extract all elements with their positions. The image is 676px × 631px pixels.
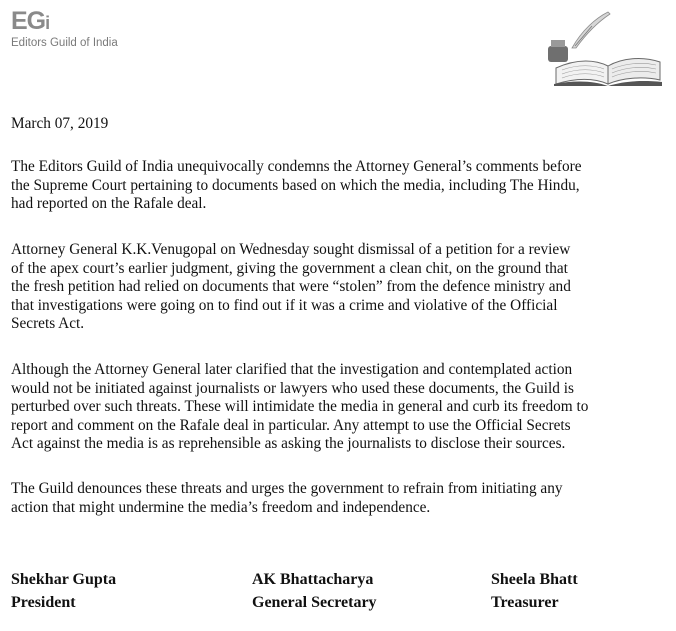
signatory-general-secretary [252,568,377,614]
paragraph-line: The Guild denounces these threats and urges the government to refrain from initiating any [11,480,563,497]
paragraph-line: Attorney General K.K.Venugopal on Wednesday sought dismissal of a petition for a review [11,241,571,258]
logo-mark: EGi [11,7,50,35]
paragraph-line: Although the Attorney General later clarified that the investigation and contemplated action [11,361,573,378]
logo-text: Editors Guild of India [11,37,118,49]
signatory-title: President [11,594,76,611]
signatory-name: Shekhar Gupta [11,571,117,588]
paragraph-condemnation [11,158,671,214]
paragraph-line: had reported on the Rafale deal. [11,195,207,212]
paragraph-line: would not be initiated against journalists or lawyers who used these documents, the Guild is [11,379,574,397]
signatory-title: General Secretary [252,594,377,611]
signatory-name: AK Bhattacharya [252,571,374,588]
paragraph-line: of the apex court’s earlier judgment, giving the government a clean chit, on the ground that [11,259,568,277]
paragraph-line: report and comment on the Rafale deal in particular. Any attempt to use the Official Secrets [11,416,571,434]
paragraph-background [11,241,671,334]
paragraph-line: Act against the media is as reprehensible as asking the journalists to disclose their sources. [11,435,566,452]
paragraph-concern [11,361,671,454]
paragraph-line: the Supreme Court pertaining to documents based on which the media, including The Hindu, [11,176,580,194]
signatory-treasurer [491,568,578,614]
paragraph-line: action that might undermine the media’s freedom and independence. [11,498,431,516]
signatory-name: Sheela Bhatt [491,571,578,588]
letter-date: March 07, 2019 [11,115,109,132]
paragraph-line: the fresh petition had relied on documents that were “stolen” from the defence ministry and [11,278,571,295]
signatory-president [11,568,116,614]
paragraph-line: The Editors Guild of India unequivocally condemns the Attorney General’s comments before [11,158,582,175]
paragraph-line: Secrets Act. [11,315,85,332]
paragraph-conclusion [11,480,671,517]
signatory-title: Treasurer [491,594,559,611]
open-book-quill-icon [538,4,664,88]
guild-logo [11,8,118,50]
paragraph-line: that investigations were going on to find out if it was a crime and violative of the Official [11,296,558,314]
paragraph-line: perturbed over such threats. These will intimidate the media in general and curb its freedom to [11,398,589,415]
